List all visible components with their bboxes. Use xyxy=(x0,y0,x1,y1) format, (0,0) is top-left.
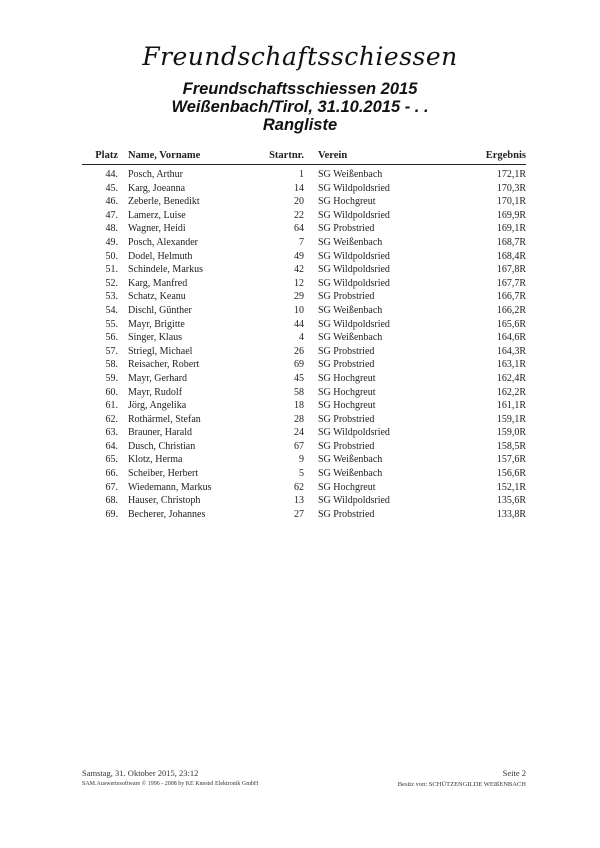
list-title: Rangliste xyxy=(262,116,338,134)
cell-ergebnis: 166,7R xyxy=(496,291,526,303)
cell-platz: 52. xyxy=(105,277,118,289)
cell-ergebnis: 163,1R xyxy=(496,359,526,371)
cell-name: Posch, Alexander xyxy=(128,236,198,248)
cell-platz: 48. xyxy=(105,223,118,235)
table-row xyxy=(82,250,526,264)
table-row xyxy=(82,453,526,467)
cell-startnr: 69 xyxy=(294,359,304,371)
cell-platz: 55. xyxy=(105,318,118,330)
cell-verein: SG Wildpoldsried xyxy=(318,277,390,289)
cell-verein: SG Hochgreut xyxy=(318,481,376,493)
cell-name: Schindele, Markus xyxy=(128,264,203,276)
cell-startnr: 9 xyxy=(299,454,304,466)
cell-verein: SG Weißenbach xyxy=(318,454,383,466)
cell-startnr: 29 xyxy=(294,291,304,303)
cell-startnr: 62 xyxy=(294,481,304,493)
cell-startnr: 42 xyxy=(294,264,304,276)
cell-verein: SG Probstried xyxy=(318,223,375,235)
table-row xyxy=(82,331,526,345)
cell-startnr: 14 xyxy=(294,182,304,194)
cell-platz: 49. xyxy=(105,236,118,248)
cell-name: Dusch, Christian xyxy=(128,440,196,452)
cell-platz: 61. xyxy=(105,400,118,412)
table-header xyxy=(82,148,526,164)
cell-startnr: 27 xyxy=(294,508,304,520)
cell-name: Wiedemann, Markus xyxy=(128,481,212,493)
cell-platz: 46. xyxy=(105,196,118,208)
cell-startnr: 20 xyxy=(294,196,304,208)
cell-name: Scheiber, Herbert xyxy=(128,468,199,480)
table-row xyxy=(82,345,526,359)
table-row xyxy=(82,209,526,223)
cell-platz: 64. xyxy=(105,440,118,452)
cell-ergebnis: 170,1R xyxy=(496,196,526,208)
col-header-verein: Verein xyxy=(318,150,348,161)
cell-verein: SG Probstried xyxy=(318,413,375,425)
cell-platz: 54. xyxy=(105,304,118,316)
col-header-name: Name, Vorname xyxy=(128,150,201,161)
cell-verein: SG Wildpoldsried xyxy=(318,250,390,262)
cell-startnr: 4 xyxy=(299,332,304,344)
cell-startnr: 18 xyxy=(294,400,304,412)
cell-ergebnis: 164,3R xyxy=(496,345,526,357)
cell-verein: SG Hochgreut xyxy=(318,386,376,398)
cell-startnr: 28 xyxy=(294,413,304,425)
cell-verein: SG Wildpoldsried xyxy=(318,318,390,330)
cell-platz: 57. xyxy=(105,345,118,357)
cell-name: Wagner, Heidi xyxy=(128,223,186,235)
table-row xyxy=(82,182,526,196)
cell-verein: SG Wildpoldsried xyxy=(318,182,390,194)
table-row xyxy=(82,222,526,236)
cell-ergebnis: 161,1R xyxy=(496,400,526,412)
table-row xyxy=(82,467,526,481)
cell-verein: SG Probstried xyxy=(318,345,375,357)
table-row xyxy=(82,236,526,250)
col-header-platz: Platz xyxy=(95,150,118,161)
cell-platz: 53. xyxy=(105,291,118,303)
cell-name: Reisacher, Robert xyxy=(128,359,200,371)
header-divider xyxy=(82,164,526,165)
table-row xyxy=(82,318,526,332)
cell-ergebnis: 152,1R xyxy=(496,481,526,493)
cell-name: Karg, Joeanna xyxy=(128,182,186,194)
cell-startnr: 22 xyxy=(294,209,304,221)
cell-verein: SG Weißenbach xyxy=(318,332,383,344)
cell-ergebnis: 162,2R xyxy=(496,386,526,398)
cell-name: Mayr, Brigitte xyxy=(128,318,185,330)
cell-platz: 63. xyxy=(105,427,118,439)
cell-name: Dischl, Günther xyxy=(128,304,192,316)
cell-name: Posch, Arthur xyxy=(128,169,183,180)
table-row xyxy=(82,399,526,413)
cell-name: Schatz, Keanu xyxy=(128,291,186,303)
cell-ergebnis: 135,6R xyxy=(496,495,526,507)
cell-ergebnis: 166,2R xyxy=(496,304,526,316)
cell-startnr: 5 xyxy=(299,468,304,480)
document-title: Freundschaftsschiessen 2015 xyxy=(182,80,418,98)
cell-startnr: 49 xyxy=(294,250,304,262)
table-row xyxy=(82,426,526,440)
cell-platz: 60. xyxy=(105,386,118,398)
cell-ergebnis: 156,6R xyxy=(496,468,526,480)
cell-name: Singer, Klaus xyxy=(128,332,183,344)
cell-name: Becherer, Johannes xyxy=(128,508,206,520)
cell-verein: SG Hochgreut xyxy=(318,400,376,412)
table-body xyxy=(82,168,526,521)
cell-ergebnis: 159,0R xyxy=(496,427,526,439)
cell-verein: SG Weißenbach xyxy=(318,169,383,180)
cell-startnr: 12 xyxy=(294,277,304,289)
cell-platz: 68. xyxy=(105,495,118,507)
cell-name: Dodel, Helmuth xyxy=(128,250,193,262)
cell-startnr: 44 xyxy=(294,318,304,330)
cell-verein: SG Hochgreut xyxy=(318,196,376,208)
cell-ergebnis: 170,3R xyxy=(496,182,526,194)
footer-owner: Besitz von: SCHÜTZENGILDE WEIßENBACH xyxy=(397,781,526,788)
cell-startnr: 64 xyxy=(294,223,304,235)
cell-name: Klotz, Herma xyxy=(128,454,183,466)
cell-platz: 51. xyxy=(105,264,118,276)
cell-verein: SG Hochgreut xyxy=(318,372,376,384)
col-header-startnr: Startnr. xyxy=(269,150,304,161)
table-row xyxy=(82,481,526,495)
cell-startnr: 7 xyxy=(299,236,304,248)
cell-verein: SG Weißenbach xyxy=(318,468,383,480)
cell-name: Mayr, Rudolf xyxy=(128,386,183,398)
cell-ergebnis: 169,1R xyxy=(496,223,526,235)
cell-startnr: 67 xyxy=(294,440,304,452)
cell-name: Striegl, Michael xyxy=(128,345,193,357)
cell-startnr: 10 xyxy=(294,304,304,316)
cell-platz: 45. xyxy=(105,182,118,194)
table-row xyxy=(82,386,526,400)
cell-startnr: 26 xyxy=(294,345,304,357)
script-title: Freundschaftsschiessen xyxy=(142,42,458,71)
cell-ergebnis: 159,1R xyxy=(496,413,526,425)
footer-date: Samstag, 31. Oktober 2015, 23:12 xyxy=(82,768,199,778)
cell-name: Zeberle, Benedikt xyxy=(128,196,200,208)
cell-ergebnis: 157,6R xyxy=(496,454,526,466)
cell-verein: SG Wildpoldsried xyxy=(318,495,390,507)
document-subtitle: Weißenbach/Tirol, 31.10.2015 - . . xyxy=(171,98,429,116)
cell-platz: 65. xyxy=(105,454,118,466)
cell-verein: SG Wildpoldsried xyxy=(318,209,390,221)
cell-platz: 58. xyxy=(105,359,118,371)
cell-name: Brauner, Harald xyxy=(128,427,193,439)
cell-ergebnis: 164,6R xyxy=(496,332,526,344)
cell-platz: 59. xyxy=(105,372,118,384)
cell-verein: SG Wildpoldsried xyxy=(318,264,390,276)
cell-name: Hauser, Christoph xyxy=(128,495,201,507)
cell-platz: 50. xyxy=(105,250,118,262)
cell-startnr: 45 xyxy=(294,372,304,384)
cell-platz: 44. xyxy=(105,169,118,180)
cell-startnr: 58 xyxy=(294,386,304,398)
cell-name: Rothärmel, Stefan xyxy=(128,413,201,425)
cell-name: Jörg, Angelika xyxy=(128,400,187,412)
table-row xyxy=(82,508,526,522)
table-row xyxy=(82,494,526,508)
cell-ergebnis: 162,4R xyxy=(496,372,526,384)
cell-verein: SG Probstried xyxy=(318,440,375,452)
cell-verein: SG Probstried xyxy=(318,508,375,520)
cell-name: Mayr, Gerhard xyxy=(128,372,188,384)
cell-platz: 62. xyxy=(105,413,118,425)
footer-software: SAM.Auswertesoftware © 1996 - 2008 by KE Knestel Elektronik GmbH xyxy=(82,781,259,787)
table-row xyxy=(82,168,526,182)
cell-name: Lamerz, Luise xyxy=(128,209,186,221)
col-header-ergebnis: Ergebnis xyxy=(485,150,526,161)
table-row xyxy=(82,290,526,304)
cell-startnr: 13 xyxy=(294,495,304,507)
cell-platz: 56. xyxy=(105,332,118,344)
table-row xyxy=(82,277,526,291)
cell-ergebnis: 172,1R xyxy=(496,169,526,180)
cell-ergebnis: 167,7R xyxy=(496,277,526,289)
cell-platz: 69. xyxy=(105,508,118,520)
table-row xyxy=(82,413,526,427)
table-row xyxy=(82,195,526,209)
table-row xyxy=(82,304,526,318)
cell-ergebnis: 165,6R xyxy=(496,318,526,330)
table-row xyxy=(82,358,526,372)
cell-platz: 66. xyxy=(105,468,118,480)
cell-ergebnis: 168,4R xyxy=(496,250,526,262)
cell-verein: SG Wildpoldsried xyxy=(318,427,390,439)
footer-page-number: Seite 2 xyxy=(502,768,526,778)
cell-ergebnis: 168,7R xyxy=(496,236,526,248)
cell-verein: SG Weißenbach xyxy=(318,236,383,248)
table-row xyxy=(82,263,526,277)
cell-verein: SG Weißenbach xyxy=(318,304,383,316)
cell-ergebnis: 133,8R xyxy=(496,508,526,520)
cell-startnr: 1 xyxy=(299,169,304,180)
cell-startnr: 24 xyxy=(294,427,304,439)
cell-platz: 67. xyxy=(105,481,118,493)
table-row xyxy=(82,440,526,454)
cell-ergebnis: 169,9R xyxy=(496,209,526,221)
cell-platz: 47. xyxy=(105,209,118,221)
cell-ergebnis: 167,8R xyxy=(496,264,526,276)
cell-verein: SG Probstried xyxy=(318,359,375,371)
cell-ergebnis: 158,5R xyxy=(496,440,526,452)
cell-verein: SG Probstried xyxy=(318,291,375,303)
cell-name: Karg, Manfred xyxy=(128,277,188,289)
table-row xyxy=(82,372,526,386)
